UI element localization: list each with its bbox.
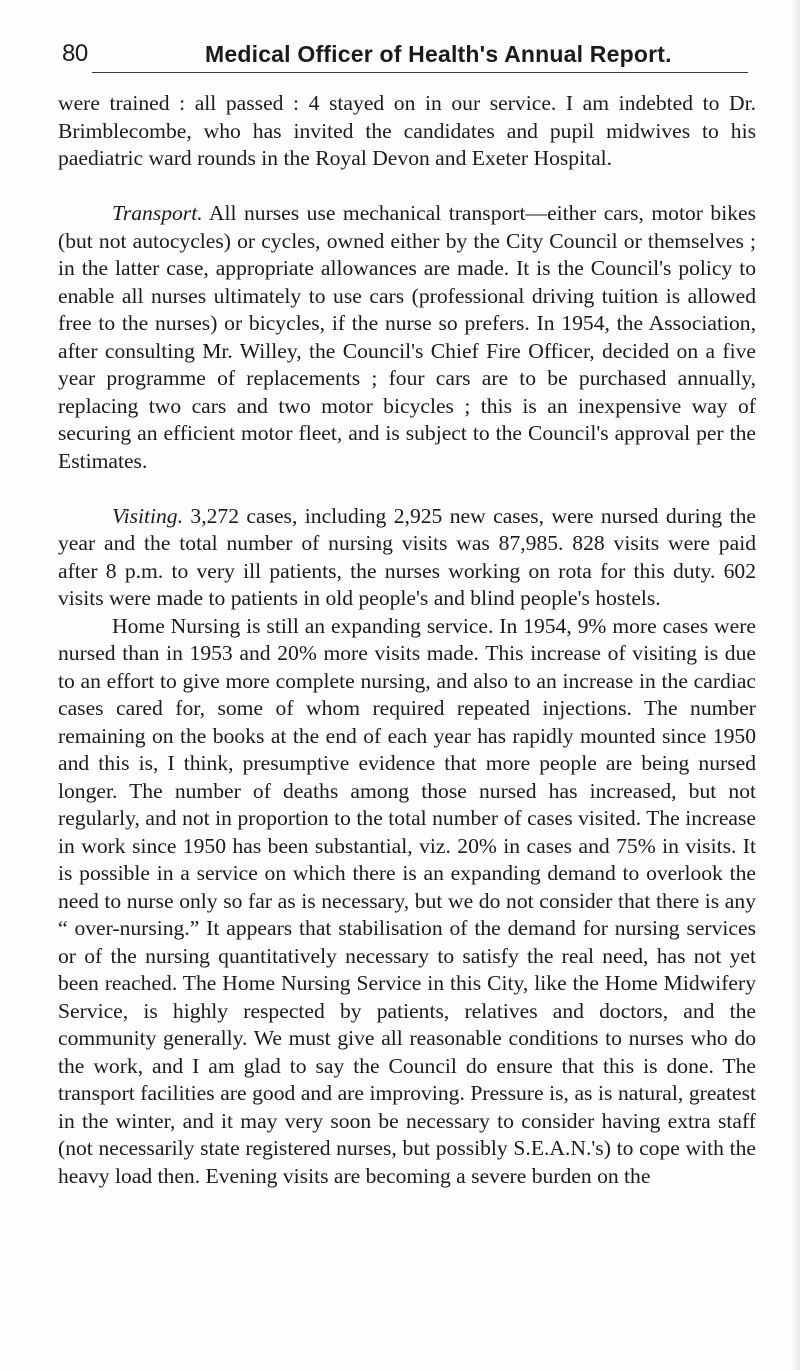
running-title: Medical Officer of Health's Annual Report. xyxy=(205,41,672,67)
body-text xyxy=(58,90,756,1190)
header-rule xyxy=(92,72,748,73)
paragraph-home-nursing: Home Nursing is still an expanding service. In 1954, 9% more cases were nursed than in 1953 and 20% more visits made. This increase of visiting is due to an effort to give more complete nursing, and also to an increase in the cardiac cases cared for, some of whom required repeated injections. The number remaining on the books at the end of each year has rapidly mounted since 1950 and this is, I think, presumptive evidence that more people are being nursed longer. The number of deaths among those nursed has increased, but not regularly, and not in proportion to the total number of cases visited. The increase in work since 1950 has been substantial, viz. 20% in cases and 75% in visits. It is possible in a service on which there is an expanding demand to overlook the need to nurse only so far as is necessary, but we do not consider that there is any “ over-nursing.” It appears that stabilisation of the demand for nursing services or of the nursing quantitatively necessary to satisfy the real need, has not yet been reached. The Home Nursing Service in this City, like the Home Midwifery Service, is highly respected by patients, relatives and doctors, and the community generally. We must give all reasonable conditions to nurses who do the work, and I am glad to say the Council do ensure that this is done. The transport facilities are good and are improving. Pressure is, as is natural, greatest in the winter, and it may very soon be necessary to consider having extra staff (not necessarily state registered nurses, but possibly S.E.A.N.'s) to cope with the heavy load then. Evening visits are becoming a severe burden on the xyxy=(58,613,756,1188)
paragraph-transport xyxy=(58,200,756,475)
page-header xyxy=(62,34,752,74)
paragraph-visiting xyxy=(58,503,756,613)
transport-text: All nurses use mechanical transport—either cars, motor bikes (but not autocycles) or cycles, owned either by the City Council or themselves ; in the latter case, appropriate allowances are made. It is the Council's policy to enable all nurses ultimately to use cars (professional driving tuition is allowed free to the nurses) or bicycles, if the nurse so prefers. In 1954, the Association, after consulting Mr. Willey, the Council's Chief Fire Officer, decided on a five year programme of replacements ; four cars are to be purchased annually, replacing two cars and two motor bicycles ; this is an inexpensive way of securing an efficient motor fleet, and is subject to the Council's approval per the Estimates. xyxy=(58,201,756,473)
page-edge-shadow xyxy=(790,0,800,1370)
visiting-text: 3,272 cases, including 2,925 new cases, were nursed during the year and the total number of nursing visits was 87,985. 828 visits were paid after 8 p.m. to very ill patients, the nurses working on rota for this duty. 602 visits were made to patients in old people's and blind people's hostels. xyxy=(58,503,757,610)
section-heading-transport: Transport. xyxy=(112,201,203,225)
section-heading-visiting: Visiting. xyxy=(112,503,183,528)
page-number: 80 xyxy=(62,40,88,67)
paragraph-training: were trained : all passed : 4 stayed on in our service. I am indebted to Dr. Brimblecombe, who has invited the candidates and pupil midwives to his paediatric ward rounds in the Royal Devon and Exeter Hospital. xyxy=(58,91,756,170)
